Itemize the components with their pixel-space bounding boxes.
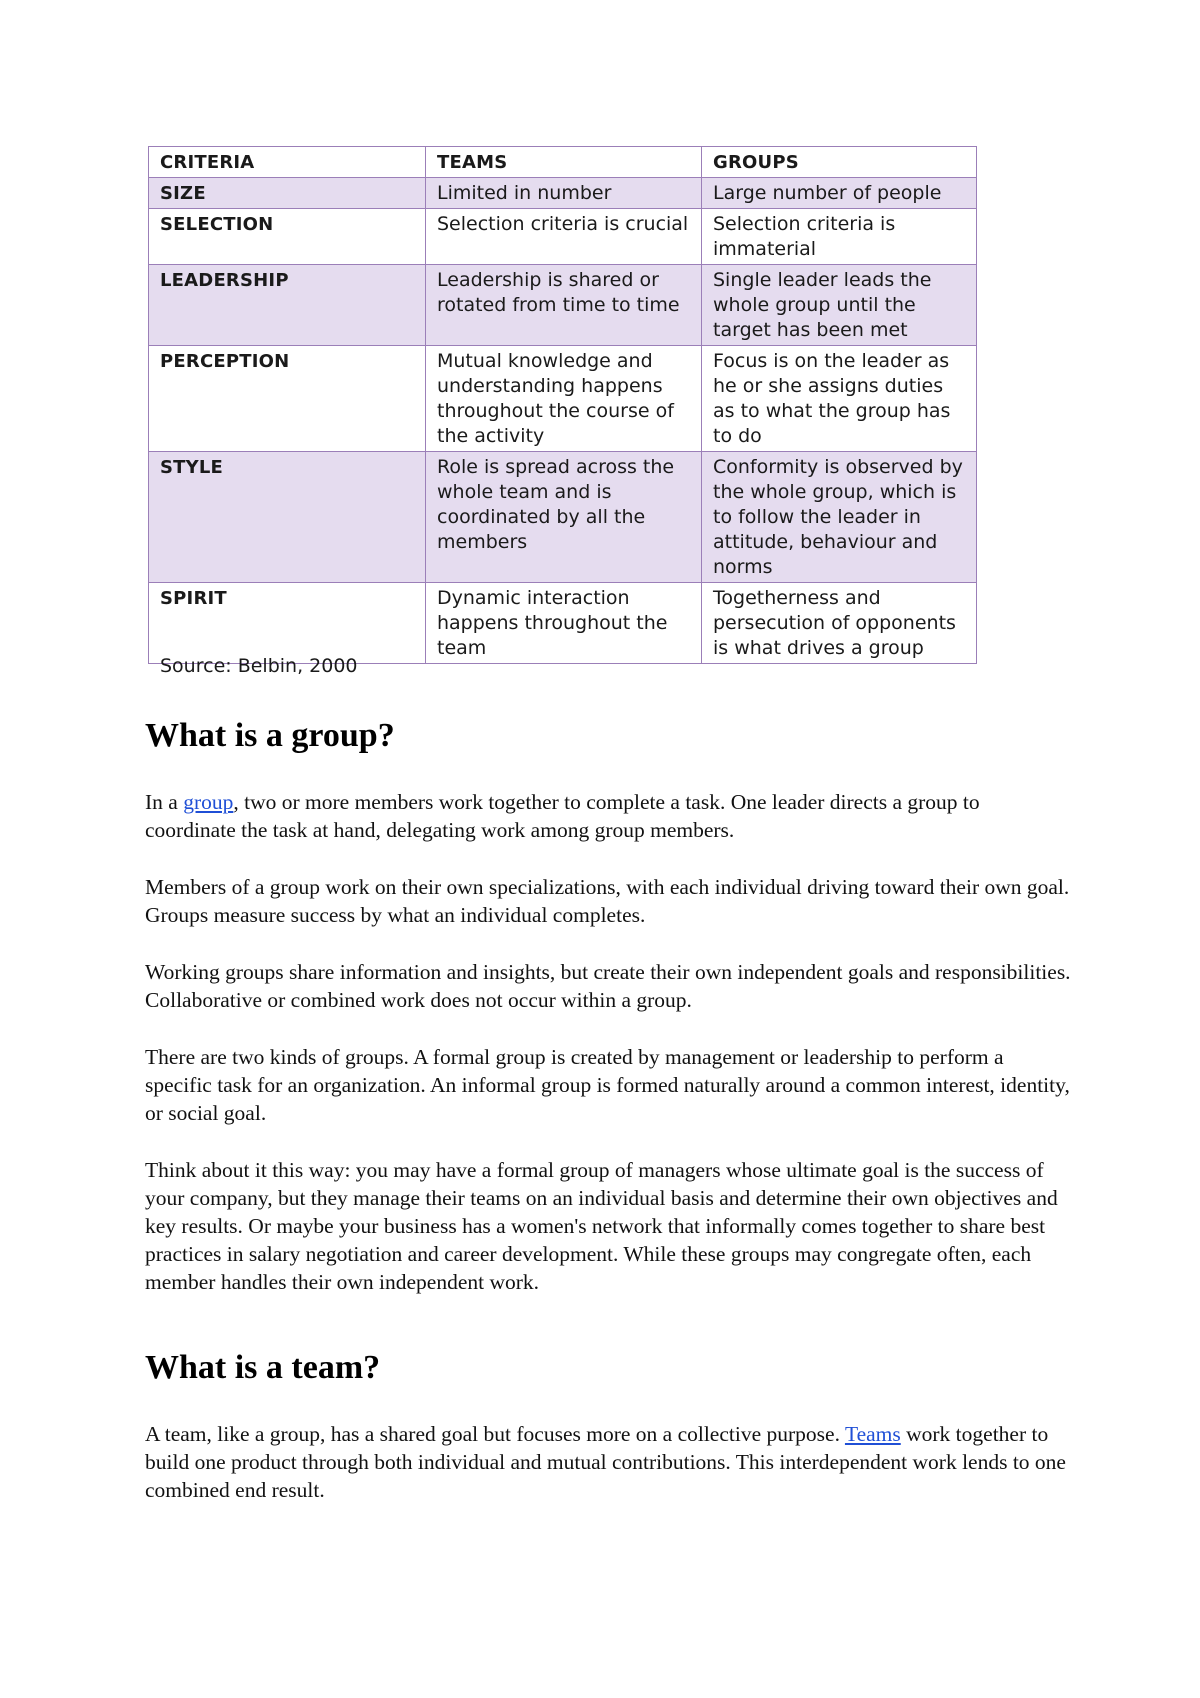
table-row [149,265,977,346]
table-row [149,452,977,583]
row-teams: Dynamic interaction happens throughout the team [426,583,702,664]
table-row [149,583,977,664]
group-paragraph-4: There are two kinds of groups. A formal group is created by management or leadership to perform a specific task for an organization. An informal group is formed naturally around a common interest, identity, or social goal. [145,1045,1070,1125]
table-row [149,178,977,209]
row-teams: Selection criteria is crucial [426,209,702,265]
row-criteria: LEADERSHIP [149,265,426,346]
row-teams: Limited in number [426,178,702,209]
comparison-table [148,146,977,664]
group-paragraph-3: Working groups share information and insights, but create their own independent goals and responsibilities. Collaborative or combined work does not occur within a group. [145,960,1071,1012]
header-groups: GROUPS [702,147,977,178]
team-heading: What is a team? [145,1349,381,1386]
row-criteria: PERCEPTION [149,346,426,452]
row-groups: Conformity is observed by the whole group, which is to follow the leader in attitude, behaviour and norms [702,452,977,583]
row-teams: Role is spread across the whole team and is coordinated by all the members [426,452,702,583]
row-teams: Mutual knowledge and understanding happens throughout the course of the activity [426,346,702,452]
row-criteria: SIZE [149,178,426,209]
table-row [149,209,977,265]
row-groups: Focus is on the leader as he or she assigns duties as to what the group has to do [702,346,977,452]
table-header-row [149,147,977,178]
group-paragraph-5: Think about it this way: you may have a formal group of managers whose ultimate goal is the success of your company, but they manage their teams on an individual basis and determine their own objectives and key results. Or maybe your business has a women's network that informally comes together to share best practices in salary negotiation and career development. While these groups may congregate often, each member handles their own independent work. [145,1158,1058,1294]
group-paragraph-2: Members of a group work on their own specializations, with each individual driving toward their own goal. Groups measure success by what an individual completes. [145,875,1070,927]
group-link[interactable]: group [183,790,234,814]
group-heading: What is a group? [145,717,395,754]
group-p1-after: , two or more members work together to complete a task. One leader directs a group to coordinate the task at hand, delegating work among group members. [145,790,980,842]
teams-link[interactable]: Teams [844,1422,901,1446]
table-row [149,346,977,452]
row-groups: Single leader leads the whole group until the target has been met [702,265,977,346]
header-teams: TEAMS [426,147,702,178]
group-paragraph-1 [145,788,1075,844]
team-p1-after: work together to build one product through both individual and mutual contributions. This interdependent work lends to one combined end result. [145,1422,1066,1502]
header-criteria: CRITERIA [149,147,426,178]
row-criteria: SELECTION [149,209,426,265]
group-p1-before: In a [145,790,184,814]
row-criteria: SPIRIT [149,583,426,664]
row-criteria: STYLE [149,452,426,583]
row-groups: Large number of people [702,178,977,209]
row-groups: Togetherness and persecution of opponents is what drives a group [702,583,977,664]
team-p1-before: A team, like a group, has a shared goal but focuses more on a collective purpose. [145,1422,845,1446]
row-teams: Leadership is shared or rotated from time to time [426,265,702,346]
team-paragraph-1 [145,1420,1075,1504]
table-source-caption: Source: Belbin, 2000 [160,655,358,677]
row-groups: Selection criteria is immaterial [702,209,977,265]
